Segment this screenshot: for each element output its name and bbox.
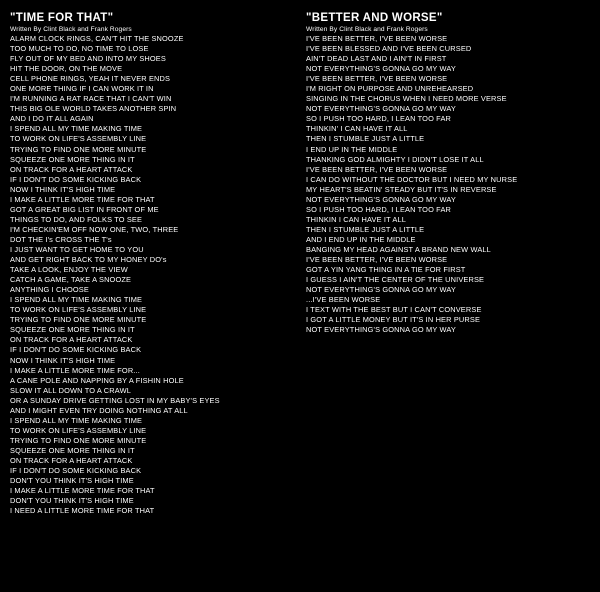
lyric-line: AND I END UP IN THE MIDDLE xyxy=(306,234,416,244)
lyric-line: NOT EVERYTHING'S GONNA GO MY WAY xyxy=(306,325,456,335)
lyric-line: ON TRACK FOR A HEART ATTACK xyxy=(10,164,133,174)
lyric-line: THIS BIG OLE WORLD TAKES ANOTHER SPIN xyxy=(10,104,177,114)
lyric-line: I'VE BEEN BETTER, I'VE BEEN WORSE xyxy=(306,74,448,84)
song-title-time-for-that: "TIME FOR THAT" xyxy=(10,12,114,24)
lyric-line: ONE MORE THING IF I CAN WORK IT IN xyxy=(10,84,154,94)
lyric-line: NOW I THINK IT'S HIGH TIME xyxy=(10,355,116,365)
lyric-line: SQUEEZE ONE MORE THING IN IT xyxy=(10,325,135,335)
lyric-line: SO I PUSH TOO HARD, I LEAN TOO FAR xyxy=(306,204,452,214)
lyric-line: I'VE BEEN BETTER, I'VE BEEN WORSE xyxy=(306,34,448,43)
lyric-line: I END UP IN THE MIDDLE xyxy=(306,144,398,154)
lyric-line: I MAKE A LITTLE MORE TIME FOR... xyxy=(10,365,140,375)
song-credits-better-and-worse: Written By Clint Black and Frank Rogers xyxy=(306,26,428,33)
lyric-line: DON'T YOU THINK IT'S HIGH TIME xyxy=(10,496,134,506)
lyric-line: AND GET RIGHT BACK TO MY HONEY DO's xyxy=(10,255,167,265)
lyric-line: OR A SUNDAY DRIVE GETTING LOST IN MY BABY'S EYES xyxy=(10,395,220,405)
lyric-line: I'VE BEEN BLESSED AND I'VE BEEN CURSED xyxy=(306,44,472,54)
lyric-line: SLOW IT ALL DOWN TO A CRAWL xyxy=(10,385,131,395)
lyric-line: I'M CHECKIN'EM OFF NOW ONE, TWO, THREE xyxy=(10,224,179,234)
lyric-line: I SPEND ALL MY TIME MAKING TIME xyxy=(10,124,143,134)
lyric-line: ANYTHING I CHOOSE xyxy=(10,285,89,295)
lyric-line: THEN I STUMBLE JUST A LITTLE xyxy=(306,224,425,234)
lyric-line: A CANE POLE AND NAPPING BY A FISHIN HOLE xyxy=(10,375,184,385)
lyric-line: I'M RIGHT ON PURPOSE AND UNREHEARSED xyxy=(306,84,474,94)
lyric-line: AND I DO IT ALL AGAIN xyxy=(10,114,94,124)
lyric-line: AND I MIGHT EVEN TRY DOING NOTHING AT ALL xyxy=(10,405,188,415)
lyric-line: AIN'T DEAD LAST AND I AIN'T IN FIRST xyxy=(306,54,447,64)
lyric-line: I'VE BEEN BETTER, I'VE BEEN WORSE xyxy=(306,255,448,265)
lyric-line: IF I DON'T DO SOME KICKING BACK xyxy=(10,174,142,184)
lyric-line: TAKE A LOOK, ENJOY THE VIEW xyxy=(10,265,128,275)
lyric-line: THINKIN I CAN HAVE IT ALL xyxy=(306,214,406,224)
lyrics-column-left xyxy=(10,12,294,582)
lyric-line: THINKIN' I CAN HAVE IT ALL xyxy=(306,124,408,134)
lyric-line: I'VE BEEN BETTER, I'VE BEEN WORSE xyxy=(306,164,448,174)
lyrics-column-right xyxy=(306,12,590,582)
song-credits-time-for-that: Written By Clint Black and Frank Rogers xyxy=(10,26,132,33)
lyric-line: ...I'VE BEEN WORSE xyxy=(306,295,381,305)
lyrics-list-better-and-worse xyxy=(306,34,590,335)
lyric-line: I TEXT WITH THE BEST BUT I CAN'T CONVERSE xyxy=(306,305,482,315)
lyric-line: HIT THE DOOR, ON THE MOVE xyxy=(10,64,123,74)
lyric-line: SO I PUSH TOO HARD, I LEAN TOO FAR xyxy=(306,114,452,124)
lyric-line: I JUST WANT TO GET HOME TO YOU xyxy=(10,244,144,254)
lyric-line: NOW I THINK IT'S HIGH TIME xyxy=(10,184,116,194)
lyric-line: ALARM CLOCK RINGS, CAN'T HIT THE SNOOZE xyxy=(10,34,184,43)
lyric-line: TOO MUCH TO DO, NO TIME TO LOSE xyxy=(10,44,149,54)
lyric-line: TRYING TO FIND ONE MORE MINUTE xyxy=(10,435,147,445)
lyric-line: NOT EVERYTHING'S GONNA GO MY WAY xyxy=(306,285,456,295)
lyric-line: THINGS TO DO, AND FOLKS TO SEE xyxy=(10,214,143,224)
lyric-line: TO WORK ON LIFE'S ASSEMBLY LINE xyxy=(10,305,147,315)
lyric-line: I SPEND ALL MY TIME MAKING TIME xyxy=(10,295,143,305)
lyric-line: ON TRACK FOR A HEART ATTACK xyxy=(10,455,133,465)
lyric-line: TRYING TO FIND ONE MORE MINUTE xyxy=(10,144,147,154)
lyric-line: I SPEND ALL MY TIME MAKING TIME xyxy=(10,415,143,425)
lyric-line: CELL PHONE RINGS, YEAH IT NEVER ENDS xyxy=(10,74,171,84)
lyric-line: IF I DON'T DO SOME KICKING BACK xyxy=(10,345,142,355)
lyric-line: TO WORK ON LIFE'S ASSEMBLY LINE xyxy=(10,134,147,144)
lyric-line: SQUEEZE ONE MORE THING IN IT xyxy=(10,154,135,164)
song-title-better-and-worse: "BETTER AND WORSE" xyxy=(306,12,443,24)
lyric-line: THEN I STUMBLE JUST A LITTLE xyxy=(306,134,425,144)
lyric-line: I CAN DO WITHOUT THE DOCTOR BUT I NEED MY NURSE xyxy=(306,174,518,184)
lyrics-list-time-for-that xyxy=(10,34,294,516)
lyric-line: DOT THE I's CROSS THE T's xyxy=(10,234,112,244)
lyric-line: I MAKE A LITTLE MORE TIME FOR THAT xyxy=(10,486,155,496)
lyric-line: NOT EVERYTHING'S GONNA GO MY WAY xyxy=(306,64,456,74)
lyric-line: IF I DON'T DO SOME KICKING BACK xyxy=(10,466,142,476)
lyric-line: GOT A YIN YANG THING IN A TIE FOR FIRST xyxy=(306,265,466,275)
lyric-line: CATCH A GAME, TAKE A SNOOZE xyxy=(10,275,132,285)
lyric-line: SQUEEZE ONE MORE THING IN IT xyxy=(10,445,135,455)
lyric-line: GOT A GREAT BIG LIST IN FRONT OF ME xyxy=(10,204,159,214)
lyric-line: TRYING TO FIND ONE MORE MINUTE xyxy=(10,315,147,325)
lyric-line: TO WORK ON LIFE'S ASSEMBLY LINE xyxy=(10,425,147,435)
lyric-line: THANKING GOD ALMIGHTY I DIDN'T LOSE IT ALL xyxy=(306,154,484,164)
lyric-line: DON'T YOU THINK IT'S HIGH TIME xyxy=(10,476,134,486)
lyric-line: I GUESS I AIN'T THE CENTER OF THE UNIVERSE xyxy=(306,275,485,285)
lyric-line: SINGING IN THE CHORUS WHEN I NEED MORE VERSE xyxy=(306,94,507,104)
lyric-line: I'M RUNNING A RAT RACE THAT I CAN'T WIN xyxy=(10,94,172,104)
lyric-line: BANGING MY HEAD AGAINST A BRAND NEW WALL xyxy=(306,244,491,254)
lyric-line: I NEED A LITTLE MORE TIME FOR THAT xyxy=(10,506,155,516)
lyric-line: ON TRACK FOR A HEART ATTACK xyxy=(10,335,133,345)
lyric-line: FLY OUT OF MY BED AND INTO MY SHOES xyxy=(10,54,166,64)
lyric-line: MY HEART'S BEATIN' STEADY BUT IT'S IN REVERSE xyxy=(306,184,497,194)
lyric-line: I GOT A LITTLE MONEY BUT IT'S IN HER PURSE xyxy=(306,315,481,325)
lyric-line: I MAKE A LITTLE MORE TIME FOR THAT xyxy=(10,194,155,204)
lyric-line: NOT EVERYTHING'S GONNA GO MY WAY xyxy=(306,104,456,114)
lyric-line: NOT EVERYTHING'S GONNA GO MY WAY xyxy=(306,194,456,204)
